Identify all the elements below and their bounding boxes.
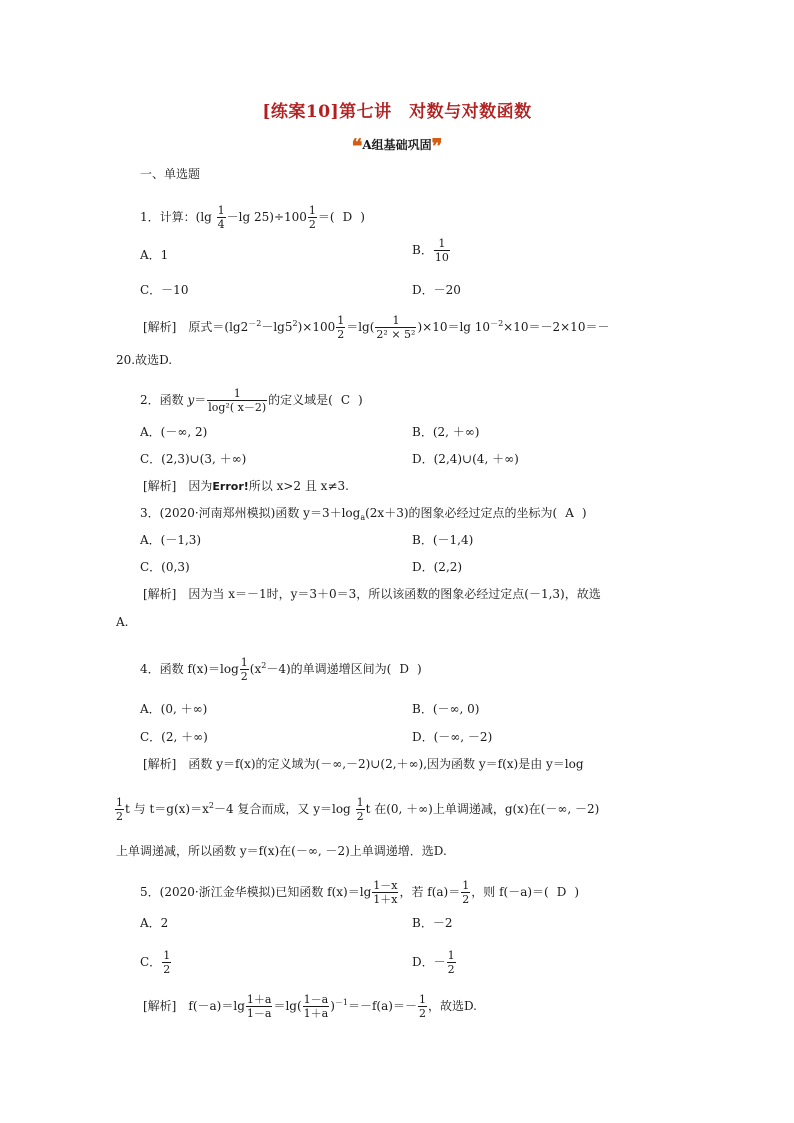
q4-option-b: B．(－∞, 0) [412,702,480,716]
q5-frac-2: $\frac{1}{2}$ [462,879,470,906]
q1-solution-line-2: 20.故选D. [116,353,173,367]
q2-option-a: A．(－∞, 2) [140,425,208,439]
group-badge [0,134,794,158]
q3-solution-tag: [解析] [143,587,177,601]
q2-answer: C [340,393,350,407]
q4-answer: D [399,662,409,676]
q1-stem-post: ＝( [317,210,335,224]
q2-option-c: C．(2,3)∪(3, ＋∞) [140,452,247,466]
q1-solution: [解析] 原式$=(\lg 2^{-2}-\lg 5^2)\times 100$ $\frac{1}{2}$ ＝lg( $\frac{1}{\text{2² × 5²}}$ )×10＝lg $10^{-2}\times 10=-2\times 10=-$ [143,314,610,341]
q3-option-c: C．(0,3) [140,560,190,574]
q1-option-b: B． $\frac{1}{10}$ [412,237,449,264]
q3-answer: A [565,506,574,520]
q4-stem: 4．函数 f(x)＝log $\frac{1}{2}$ $(x^2-4)$的单调递增区间为( D ) [140,656,422,683]
q1-solution-frac-1: $\frac{1}{2}$ [337,314,345,341]
q3-stem: 3．(2020·河南郑州模拟)函数 $y=3+\log_a(2x+3)$的图象必经过定点的坐标为( A ) [140,506,587,522]
q4-option-c: C．(2, ＋∞) [140,730,208,744]
q4-solution: [解析] 函数 y＝f(x)的定义域为(－∞,－2)∪(2,＋∞),因为函数 y＝f(x)是由 y＝log [143,757,584,771]
q2-solution-tag: [解析] [143,479,177,493]
q4-solution-tag: [解析] [143,757,177,771]
q1-frac-2: $\frac{1}{2}$ [308,204,316,231]
q5-solution: [解析] f(－a)＝lg $\frac{1+a}{1-a}$ ＝lg( $\frac{1-a}{1+a}$ )$^{-1}$＝－f(a)＝－ $\frac{1}{2}$ ，故选D. [143,993,477,1020]
q1-stem-pre: 1．计算：(lg [140,210,216,224]
q2-option-d: D．(2,4)∪(4, ＋∞) [412,452,519,466]
page-title: [练案10]第七讲 对数与对数函数 [262,102,532,122]
q3-option-a: A．(－1,3) [140,533,202,547]
q5-option-a: A．2 [140,916,169,930]
q4-option-d: D．(－∞, －2) [412,730,493,744]
q3-solution-line-2: A. [116,615,129,629]
q1-option-b-frac: $\frac{1}{10}$ [434,237,449,264]
q2-frac: $\frac{1}{\text{log²( x－2)}}$ [208,387,267,414]
q5-solution-frac-1: $\frac{1+a}{1-a}$ [246,993,272,1020]
q1-option-c: C．－10 [140,283,189,297]
q1-option-a: A．1 [140,248,169,262]
q5-option-c: C． $\frac{1}{2}$ [140,949,171,976]
q2-stem: 2．函数 y＝ $\frac{1}{\text{log²( x－2)}}$ 的定义域是( C ) [140,387,363,414]
error-marker: Error! [212,480,249,493]
q5-solution-tag: [解析] [143,999,177,1013]
q1-option-d: D．－20 [412,283,461,297]
q1-stem-mid: －lg 25)÷100 [226,210,307,224]
close-quote-icon: ❞ [431,134,443,158]
q1-solution-tag: [解析] [143,320,177,334]
q3-option-b: B．(－1,4) [412,533,474,547]
q1-answer: D [342,210,353,224]
q4-option-a: A．(0, ＋∞) [140,702,208,716]
q5-option-d: D．－ $\frac{1}{2}$ [412,949,455,976]
q1-stem: 1．计算：(lg $\frac{1}{4}$ －lg 25)÷100 $\frac{1}{2}$ ＝( D ) [140,204,365,231]
q4-solution-frac-1: $\frac{1}{2}$ [116,796,123,823]
q4-solution-frac-2: $\frac{1}{2}$ [356,796,364,823]
q5-answer: D [556,885,567,899]
q1-solution-frac-2: $\frac{1}{\text{2² × 5²}}$ [376,314,416,341]
q2-option-b: B．(2, ＋∞) [412,425,480,439]
section-label: 一、单选题 [140,167,201,181]
q1-frac-1: $\frac{1}{4}$ [217,204,225,231]
q5-option-c-frac: $\frac{1}{2}$ [163,949,171,976]
q3-option-d: D．(2,2) [412,560,463,574]
q5-option-d-frac: $\frac{1}{2}$ [447,949,455,976]
q4-solution-line-3: 上单调递减，所以函数 y＝f(x)在(－∞, －2)上单调递增．选D. [116,844,447,858]
q4-solution-line-2: $\frac{1}{2}$ t 与 $t=g(x)=x^2-4$ 复合而成，又 y＝log $\frac{1}{2}$ t 在(0, ＋∞)上单调递减，g(x)在(－∞, －2) [116,796,600,823]
q3-solution: [解析] 因为当 x＝－1时，y＝3＋0＝3，所以该函数的图象必经过定点(－1,3)，故选 [143,587,601,601]
q5-solution-frac-3: $\frac{1}{2}$ [418,993,426,1020]
q5-frac-1: $\frac{1-x}{1+x}$ [373,879,398,906]
q4-frac: $\frac{1}{2}$ [240,656,248,683]
open-quote-icon: ❝ [351,134,363,158]
group-label: A组基础巩固 [362,138,432,152]
q2-solution: [解析] 因为Error!所以 x>2 且 x≠3. [143,479,349,493]
q5-solution-frac-2: $\frac{1-a}{1+a}$ [303,993,329,1020]
q5-option-b: B．－2 [412,916,453,930]
q5-stem: 5．(2020·浙江金华模拟)已知函数 f(x)＝lg $\frac{1-x}{1+x}$ ，若 f(a)＝ $\frac{1}{2}$ ，则 f(－a)＝( D ) [140,879,580,906]
